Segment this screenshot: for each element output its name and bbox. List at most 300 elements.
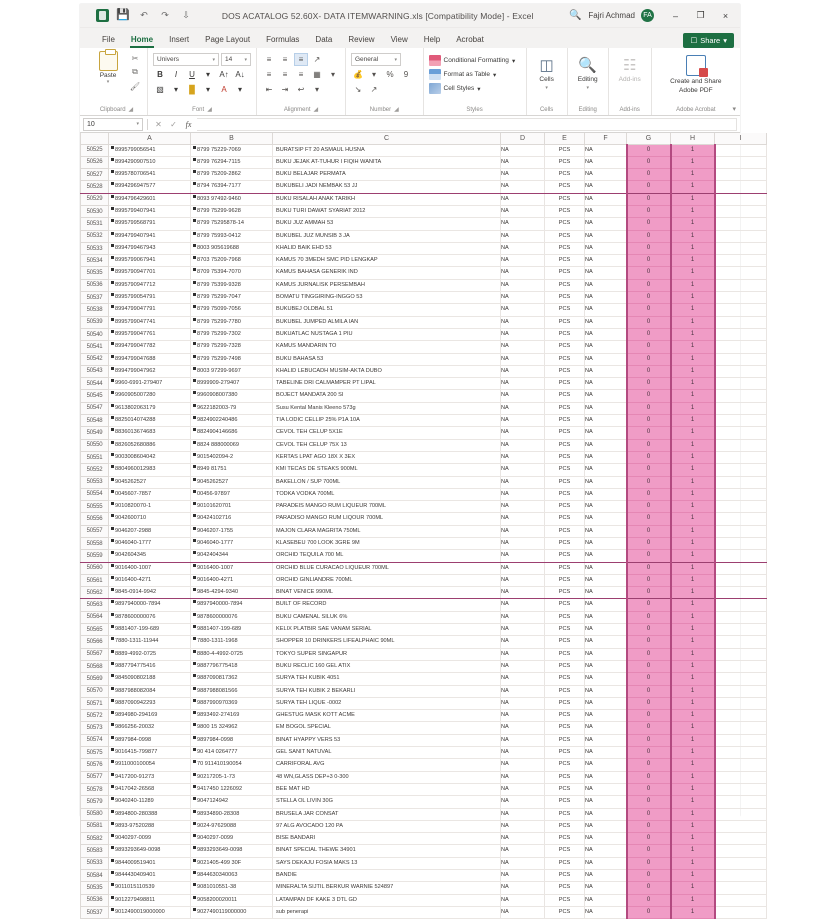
cell-column-d[interactable]: NA — [501, 476, 545, 488]
cell-column-i[interactable] — [715, 796, 767, 808]
row-header[interactable]: 50579 — [81, 796, 109, 808]
column-header-f[interactable]: F — [585, 133, 627, 144]
cell-column-e[interactable]: PCS — [545, 697, 585, 709]
cell-column-f[interactable]: NA — [585, 820, 627, 832]
cell-column-f[interactable]: NA — [585, 476, 627, 488]
cell-column-i[interactable] — [715, 808, 767, 820]
cell-column-d[interactable]: NA — [501, 734, 545, 746]
cell-column-d[interactable]: NA — [501, 501, 545, 513]
cell-column-f[interactable]: NA — [585, 697, 627, 709]
format-as-table-button[interactable] — [429, 69, 521, 80]
worksheet-grid[interactable] — [80, 133, 740, 919]
cell-column-b[interactable]: 8003 905619688 — [191, 242, 273, 254]
cell-column-a[interactable]: 9887988082084 — [109, 685, 191, 697]
cell-column-f[interactable]: NA — [585, 205, 627, 217]
table-row[interactable] — [81, 660, 767, 672]
cell-column-b[interactable]: 8093 97492-9460 — [191, 193, 273, 205]
cell-column-i[interactable] — [715, 353, 767, 365]
cell-column-h[interactable]: 1 — [671, 230, 715, 242]
cell-column-a[interactable]: 9012490019000000 — [109, 906, 191, 918]
cell-column-e[interactable]: PCS — [545, 205, 585, 217]
format-painter-icon[interactable]: 🖌 — [129, 81, 141, 91]
collapse-ribbon-icon[interactable]: ▾ — [732, 106, 736, 113]
cell-column-a[interactable]: 9845-0914-9942 — [109, 587, 191, 599]
cell-column-g[interactable]: 0 — [627, 242, 671, 254]
cell-column-g[interactable]: 0 — [627, 660, 671, 672]
cell-column-c[interactable]: KAMUS BAHASA GENERIK IND — [273, 267, 501, 279]
cell-column-d[interactable]: NA — [501, 316, 545, 328]
cell-column-i[interactable] — [715, 820, 767, 832]
cell-column-i[interactable] — [715, 316, 767, 328]
cell-column-h[interactable]: 1 — [671, 513, 715, 525]
cell-column-i[interactable] — [715, 181, 767, 193]
cell-column-c[interactable]: BUKUBEL JUMPED ALMILA IAN — [273, 316, 501, 328]
row-header[interactable]: 50535 — [81, 267, 109, 279]
align-bottom-button[interactable]: ≡ — [294, 53, 308, 66]
cell-column-h[interactable]: 1 — [671, 169, 715, 181]
cell-column-d[interactable]: NA — [501, 771, 545, 783]
cell-column-a[interactable]: 8995799407941 — [109, 205, 191, 217]
cell-column-i[interactable] — [715, 660, 767, 672]
cell-column-h[interactable]: 1 — [671, 611, 715, 623]
cell-column-a[interactable]: 9045262527 — [109, 476, 191, 488]
cell-column-d[interactable]: NA — [501, 304, 545, 316]
table-row[interactable] — [81, 464, 767, 476]
cell-column-f[interactable]: NA — [585, 378, 627, 390]
cell-column-a[interactable]: 9887090942293 — [109, 697, 191, 709]
cell-column-c[interactable]: BINAT HYAPPY VERS 53 — [273, 734, 501, 746]
cell-column-b[interactable]: 8799 75299-7498 — [191, 353, 273, 365]
cell-column-f[interactable]: NA — [585, 734, 627, 746]
cell-column-g[interactable]: 0 — [627, 697, 671, 709]
table-row[interactable] — [81, 144, 767, 156]
row-header[interactable]: 50558 — [81, 538, 109, 550]
cell-column-b[interactable]: 8880-4-4992-0725 — [191, 648, 273, 660]
cell-column-h[interactable]: 1 — [671, 193, 715, 205]
cell-column-b[interactable]: 8799 76294-7115 — [191, 156, 273, 168]
cell-column-f[interactable]: NA — [585, 611, 627, 623]
cell-column-d[interactable]: NA — [501, 894, 545, 906]
cell-column-f[interactable]: NA — [585, 870, 627, 882]
cell-column-i[interactable] — [715, 759, 767, 771]
cell-column-i[interactable] — [715, 624, 767, 636]
cell-column-c[interactable]: KHALID LEBUCADH MUSIM-AKTA DUBO — [273, 365, 501, 377]
align-right-button[interactable]: ≡ — [298, 70, 304, 79]
table-row[interactable] — [81, 279, 767, 291]
tab-insert[interactable]: Insert — [169, 35, 190, 44]
cell-column-e[interactable]: PCS — [545, 156, 585, 168]
row-header[interactable]: 50573 — [81, 722, 109, 734]
cell-column-e[interactable]: PCS — [545, 562, 585, 574]
cell-column-f[interactable]: NA — [585, 341, 627, 353]
cell-column-g[interactable]: 0 — [627, 747, 671, 759]
cell-column-d[interactable]: NA — [501, 255, 545, 267]
cell-column-i[interactable] — [715, 439, 767, 451]
cell-column-d[interactable]: NA — [501, 169, 545, 181]
cell-column-a[interactable]: 0045607-7857 — [109, 488, 191, 500]
chevron-down-icon[interactable]: ▾ — [173, 85, 178, 94]
row-header[interactable]: 50541 — [81, 341, 109, 353]
cell-column-d[interactable]: NA — [501, 439, 545, 451]
cell-column-h[interactable]: 1 — [671, 796, 715, 808]
cell-column-f[interactable]: NA — [585, 390, 627, 402]
cell-column-e[interactable]: PCS — [545, 611, 585, 623]
cell-column-b[interactable]: 00456-97897 — [191, 488, 273, 500]
table-row[interactable] — [81, 169, 767, 181]
cell-column-h[interactable]: 1 — [671, 365, 715, 377]
cell-column-g[interactable]: 0 — [627, 230, 671, 242]
cell-column-f[interactable]: NA — [585, 230, 627, 242]
cell-column-c[interactable]: SAYS DEKAJU FOSIA MAKS 13 — [273, 857, 501, 869]
cell-column-c[interactable]: SHOPPER 10 DRINKERS LIFEALPHAIC 90ML — [273, 636, 501, 648]
cell-column-a[interactable]: 8994796429601 — [109, 193, 191, 205]
underline-button[interactable]: U — [189, 70, 195, 79]
cell-column-f[interactable]: NA — [585, 660, 627, 672]
table-row[interactable] — [81, 427, 767, 439]
row-header[interactable]: 50538 — [81, 304, 109, 316]
cell-column-h[interactable]: 1 — [671, 710, 715, 722]
row-header[interactable]: 50559 — [81, 550, 109, 562]
cell-column-g[interactable]: 0 — [627, 427, 671, 439]
cell-column-d[interactable]: NA — [501, 882, 545, 894]
row-header[interactable]: 50528 — [81, 181, 109, 193]
cell-column-f[interactable]: NA — [585, 857, 627, 869]
cell-column-h[interactable]: 1 — [671, 353, 715, 365]
decrease-indent-button[interactable]: ⇤ — [265, 85, 273, 94]
table-row[interactable] — [81, 316, 767, 328]
cell-column-h[interactable]: 1 — [671, 906, 715, 918]
cell-column-c[interactable]: BINAT VENICE 990ML — [273, 587, 501, 599]
cell-column-e[interactable]: PCS — [545, 341, 585, 353]
undo-icon[interactable]: ↶ — [140, 10, 148, 20]
cell-column-i[interactable] — [715, 648, 767, 660]
cell-column-d[interactable]: NA — [501, 230, 545, 242]
cell-column-g[interactable]: 0 — [627, 328, 671, 340]
cell-column-i[interactable] — [715, 697, 767, 709]
cell-column-h[interactable]: 1 — [671, 328, 715, 340]
cell-column-a[interactable]: 9016400-4271 — [109, 574, 191, 586]
cell-column-a[interactable]: 9046207-2988 — [109, 525, 191, 537]
cell-column-b[interactable]: 8799 75209-2862 — [191, 169, 273, 181]
dialog-launcher-icon[interactable]: ◢ — [207, 107, 212, 113]
row-header[interactable]: 50555 — [81, 501, 109, 513]
table-row[interactable] — [81, 894, 767, 906]
cell-column-b[interactable]: 8799 75099-7056 — [191, 304, 273, 316]
dialog-launcher-icon[interactable]: ◢ — [394, 107, 399, 113]
cell-column-h[interactable]: 1 — [671, 156, 715, 168]
cell-column-b[interactable]: 8799 75299-7302 — [191, 328, 273, 340]
cell-column-b[interactable]: 90424102716 — [191, 513, 273, 525]
cell-column-i[interactable] — [715, 845, 767, 857]
cell-column-b[interactable]: 8824 888000069 — [191, 439, 273, 451]
cell-column-f[interactable]: NA — [585, 464, 627, 476]
cell-column-c[interactable]: Susu Kental Manis Kleeno 573g — [273, 402, 501, 414]
table-row[interactable] — [81, 771, 767, 783]
cell-column-b[interactable]: 9016400-1007 — [191, 562, 273, 574]
cell-column-e[interactable]: PCS — [545, 267, 585, 279]
cell-column-f[interactable]: NA — [585, 783, 627, 795]
cell-column-a[interactable]: 9844009519401 — [109, 857, 191, 869]
cell-column-f[interactable]: NA — [585, 451, 627, 463]
row-header[interactable]: 50526 — [81, 156, 109, 168]
decrease-decimal-button[interactable]: ↗ — [370, 85, 378, 94]
cell-column-e[interactable]: PCS — [545, 439, 585, 451]
cell-column-e[interactable]: PCS — [545, 427, 585, 439]
cell-column-a[interactable]: 8995799047761 — [109, 328, 191, 340]
cell-column-a[interactable]: 9010820070-1 — [109, 501, 191, 513]
table-row[interactable] — [81, 353, 767, 365]
cell-column-g[interactable]: 0 — [627, 882, 671, 894]
cell-column-e[interactable]: PCS — [545, 783, 585, 795]
cell-column-i[interactable] — [715, 685, 767, 697]
addins-button[interactable] — [614, 51, 646, 83]
table-row[interactable] — [81, 328, 767, 340]
cell-column-b[interactable]: 70 911410190054 — [191, 759, 273, 771]
cell-column-b[interactable]: 7880-1311-1968 — [191, 636, 273, 648]
cell-column-e[interactable]: PCS — [545, 685, 585, 697]
cell-column-b[interactable]: 8799 75993-0412 — [191, 230, 273, 242]
cell-column-h[interactable]: 1 — [671, 894, 715, 906]
chevron-down-icon[interactable]: ▾ — [237, 85, 242, 94]
cell-column-h[interactable]: 1 — [671, 857, 715, 869]
cell-column-a[interactable]: 9894800-280388 — [109, 808, 191, 820]
cell-column-i[interactable] — [715, 328, 767, 340]
copy-icon[interactable]: ⧉ — [132, 67, 138, 76]
cell-column-e[interactable]: PCS — [545, 390, 585, 402]
cell-column-g[interactable]: 0 — [627, 870, 671, 882]
cell-column-i[interactable] — [715, 857, 767, 869]
cell-column-g[interactable]: 0 — [627, 451, 671, 463]
row-header[interactable]: 50542 — [81, 353, 109, 365]
table-row[interactable] — [81, 476, 767, 488]
cell-column-g[interactable]: 0 — [627, 193, 671, 205]
cell-column-c[interactable]: STELLA OL LIVIN 30G — [273, 796, 501, 808]
cell-column-e[interactable]: PCS — [545, 464, 585, 476]
cell-column-f[interactable]: NA — [585, 673, 627, 685]
row-header[interactable]: 50527 — [81, 169, 109, 181]
cell-column-e[interactable]: PCS — [545, 181, 585, 193]
cell-column-e[interactable]: PCS — [545, 771, 585, 783]
cell-column-a[interactable]: 8889-4992-0725 — [109, 648, 191, 660]
cell-column-c[interactable]: sub penerapi — [273, 906, 501, 918]
cell-column-g[interactable]: 0 — [627, 525, 671, 537]
cell-column-e[interactable]: PCS — [545, 353, 585, 365]
tab-file[interactable]: File — [102, 35, 115, 44]
cell-column-e[interactable]: PCS — [545, 415, 585, 427]
cell-column-d[interactable]: NA — [501, 365, 545, 377]
cell-column-b[interactable]: 9045262527 — [191, 476, 273, 488]
cell-column-c[interactable]: BUKU TURI DAWAT SYARIAT 2012 — [273, 205, 501, 217]
cell-column-i[interactable] — [715, 378, 767, 390]
cell-column-d[interactable]: NA — [501, 759, 545, 771]
tab-home[interactable]: Home — [123, 31, 161, 48]
cell-column-h[interactable]: 1 — [671, 218, 715, 230]
row-header[interactable]: 50540 — [81, 328, 109, 340]
cell-column-h[interactable]: 1 — [671, 402, 715, 414]
cell-column-a[interactable]: 8995799568791 — [109, 218, 191, 230]
row-header[interactable]: 50565 — [81, 624, 109, 636]
cell-column-h[interactable]: 1 — [671, 845, 715, 857]
cell-column-e[interactable]: PCS — [545, 734, 585, 746]
cell-column-a[interactable]: 9040297-0099 — [109, 833, 191, 845]
cell-column-h[interactable]: 1 — [671, 870, 715, 882]
cell-column-e[interactable]: PCS — [545, 476, 585, 488]
cell-column-a[interactable]: 8995799067941 — [109, 255, 191, 267]
cell-column-i[interactable] — [715, 341, 767, 353]
cell-column-e[interactable]: PCS — [545, 894, 585, 906]
cell-column-h[interactable]: 1 — [671, 525, 715, 537]
cell-column-i[interactable] — [715, 501, 767, 513]
cell-column-a[interactable]: 9866256-20032 — [109, 722, 191, 734]
cell-column-c[interactable]: BUKU BAHASA 53 — [273, 353, 501, 365]
cell-column-i[interactable] — [715, 230, 767, 242]
cell-column-i[interactable] — [715, 599, 767, 611]
cell-column-i[interactable] — [715, 488, 767, 500]
cell-column-h[interactable]: 1 — [671, 427, 715, 439]
table-row[interactable] — [81, 255, 767, 267]
cell-column-b[interactable]: 8824904146686 — [191, 427, 273, 439]
italic-button[interactable]: I — [174, 70, 178, 79]
cell-column-e[interactable]: PCS — [545, 218, 585, 230]
cell-column-i[interactable] — [715, 205, 767, 217]
cell-column-h[interactable]: 1 — [671, 451, 715, 463]
cell-column-f[interactable]: NA — [585, 439, 627, 451]
cell-column-c[interactable]: MAJON CLARA MAGRITA 750ML — [273, 525, 501, 537]
cell-column-i[interactable] — [715, 673, 767, 685]
cell-column-g[interactable]: 0 — [627, 488, 671, 500]
cell-column-b[interactable]: 9016400-4271 — [191, 574, 273, 586]
cell-column-g[interactable]: 0 — [627, 316, 671, 328]
cell-column-f[interactable]: NA — [585, 722, 627, 734]
table-row[interactable] — [81, 230, 767, 242]
row-header[interactable]: 50557 — [81, 525, 109, 537]
cell-column-c[interactable]: CEVOL TEH CELUP 75X 13 — [273, 439, 501, 451]
cell-column-c[interactable]: BRUSELA JAR CONSAT — [273, 808, 501, 820]
cell-column-g[interactable]: 0 — [627, 267, 671, 279]
cell-column-d[interactable]: NA — [501, 820, 545, 832]
cell-column-d[interactable]: NA — [501, 525, 545, 537]
cut-icon[interactable]: ✂ — [131, 53, 139, 63]
cell-column-a[interactable]: 9844430409401 — [109, 870, 191, 882]
cell-column-e[interactable]: PCS — [545, 328, 585, 340]
row-header[interactable]: 50535 — [81, 882, 109, 894]
row-header[interactable]: 50551 — [81, 451, 109, 463]
cell-column-b[interactable]: 9887090817362 — [191, 673, 273, 685]
row-header[interactable]: 50531 — [81, 218, 109, 230]
cell-column-c[interactable]: BOMATU TINGGIRING-INGGO 53 — [273, 292, 501, 304]
cell-column-h[interactable]: 1 — [671, 501, 715, 513]
cell-column-h[interactable]: 1 — [671, 390, 715, 402]
cell-column-f[interactable]: NA — [585, 685, 627, 697]
cell-column-h[interactable]: 1 — [671, 673, 715, 685]
cell-column-h[interactable]: 1 — [671, 181, 715, 193]
row-header[interactable]: 50536 — [81, 279, 109, 291]
cell-column-f[interactable]: NA — [585, 894, 627, 906]
cell-column-f[interactable]: NA — [585, 599, 627, 611]
cell-column-g[interactable]: 0 — [627, 833, 671, 845]
row-header[interactable]: 50547 — [81, 402, 109, 414]
cell-column-d[interactable]: NA — [501, 796, 545, 808]
cell-column-g[interactable]: 0 — [627, 574, 671, 586]
cell-column-d[interactable]: NA — [501, 402, 545, 414]
align-left-button[interactable]: ≡ — [266, 70, 272, 79]
cell-column-f[interactable]: NA — [585, 279, 627, 291]
cell-column-c[interactable]: LATAMPAN DF KAKE 3 DTL GD — [273, 894, 501, 906]
row-header[interactable]: 50534 — [81, 255, 109, 267]
font-color-button[interactable]: A — [221, 85, 227, 94]
chevron-down-icon[interactable]: ▾ — [314, 85, 319, 94]
row-header[interactable]: 50578 — [81, 783, 109, 795]
cell-column-a[interactable]: 9003008604042 — [109, 451, 191, 463]
cell-column-d[interactable]: NA — [501, 660, 545, 672]
cell-column-b[interactable]: 9046040-1777 — [191, 538, 273, 550]
cell-column-d[interactable]: NA — [501, 587, 545, 599]
cell-column-i[interactable] — [715, 574, 767, 586]
cell-column-f[interactable]: NA — [585, 796, 627, 808]
cell-column-i[interactable] — [715, 783, 767, 795]
cell-column-f[interactable]: NA — [585, 218, 627, 230]
table-row[interactable] — [81, 390, 767, 402]
grow-font-button[interactable]: A↑ — [219, 70, 229, 79]
cell-column-d[interactable]: NA — [501, 292, 545, 304]
cell-column-g[interactable]: 0 — [627, 624, 671, 636]
cell-column-g[interactable]: 0 — [627, 378, 671, 390]
cell-column-i[interactable] — [715, 710, 767, 722]
cell-styles-button[interactable] — [429, 83, 521, 94]
redo-icon[interactable]: ↷ — [161, 10, 169, 20]
cell-column-a[interactable]: 8994290907510 — [109, 156, 191, 168]
cell-column-h[interactable]: 1 — [671, 439, 715, 451]
cell-column-a[interactable]: 8836013674683 — [109, 427, 191, 439]
tab-data[interactable]: Data — [315, 35, 333, 44]
cell-column-c[interactable]: CEVOL TEH CELUP 5X1E — [273, 427, 501, 439]
cell-column-g[interactable]: 0 — [627, 710, 671, 722]
cell-column-h[interactable]: 1 — [671, 882, 715, 894]
cell-column-e[interactable]: PCS — [545, 550, 585, 562]
chevron-down-icon[interactable]: ▾ — [371, 70, 376, 79]
cell-column-d[interactable]: NA — [501, 710, 545, 722]
row-header[interactable]: 50552 — [81, 464, 109, 476]
cell-column-f[interactable]: NA — [585, 624, 627, 636]
cell-column-c[interactable]: KAMUS MANDARIN TO — [273, 341, 501, 353]
cell-column-c[interactable]: 48 WN,GLASS DEP+3 0-300 — [273, 771, 501, 783]
cell-column-f[interactable]: NA — [585, 771, 627, 783]
row-header[interactable]: 50563 — [81, 599, 109, 611]
align-top-button[interactable]: ≡ — [266, 55, 272, 64]
cell-column-e[interactable]: PCS — [545, 587, 585, 599]
cell-column-f[interactable]: NA — [585, 156, 627, 168]
cell-column-g[interactable]: 0 — [627, 599, 671, 611]
cell-column-b[interactable]: 9042404344 — [191, 550, 273, 562]
cell-column-g[interactable]: 0 — [627, 673, 671, 685]
cell-column-i[interactable] — [715, 636, 767, 648]
row-header[interactable]: 50554 — [81, 488, 109, 500]
close-button[interactable]: × — [722, 10, 729, 21]
paste-button[interactable] — [91, 51, 125, 85]
cell-column-d[interactable]: NA — [501, 451, 545, 463]
cell-column-e[interactable]: PCS — [545, 279, 585, 291]
cell-column-f[interactable]: NA — [585, 427, 627, 439]
table-row[interactable] — [81, 734, 767, 746]
cell-column-e[interactable]: PCS — [545, 501, 585, 513]
row-header[interactable]: 50577 — [81, 771, 109, 783]
cell-column-d[interactable]: NA — [501, 636, 545, 648]
table-row[interactable] — [81, 562, 767, 574]
cell-column-a[interactable]: 8994296947577 — [109, 181, 191, 193]
chevron-down-icon[interactable]: ▾ — [330, 70, 335, 79]
cell-column-g[interactable]: 0 — [627, 341, 671, 353]
cell-column-i[interactable] — [715, 747, 767, 759]
